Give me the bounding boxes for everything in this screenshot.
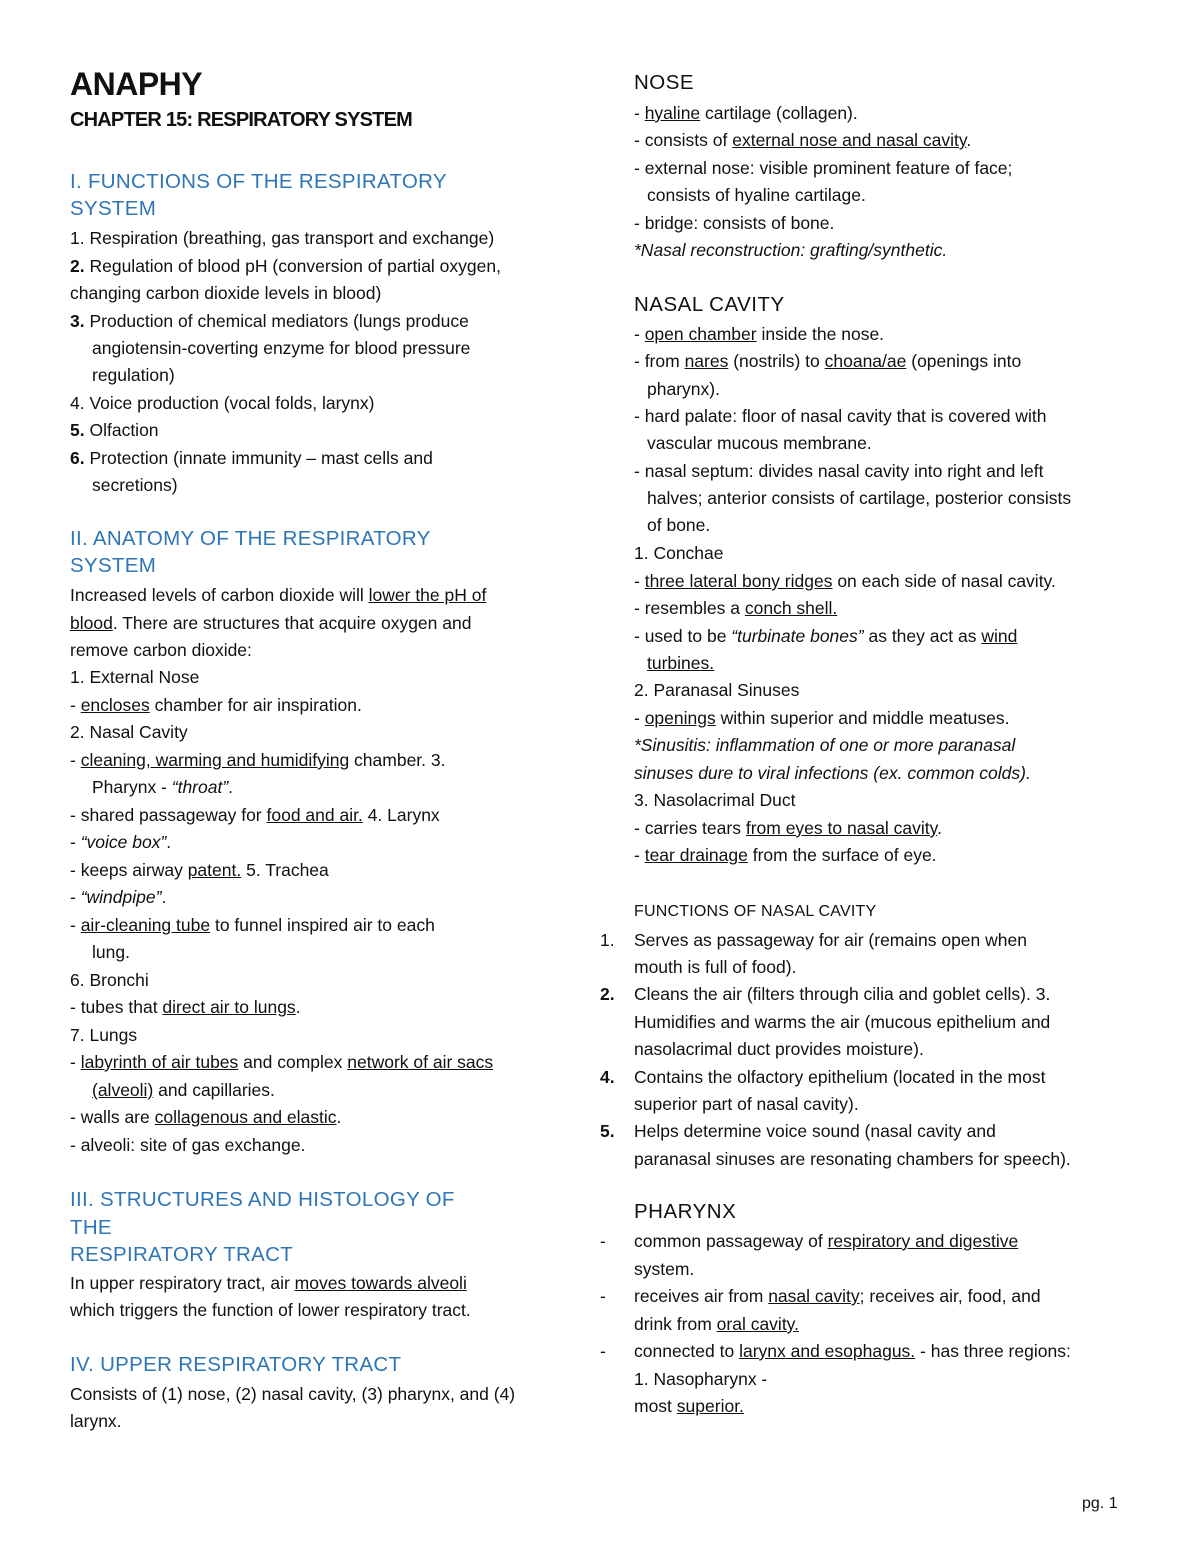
list-item: mouth is full of food).: [634, 957, 797, 977]
list-item: nasolacrimal duct provides moisture).: [634, 1039, 924, 1059]
list-item: secretions): [92, 475, 178, 495]
list-item: regulation): [92, 365, 175, 385]
list-item: - shared passageway for food and air. 4. Larynx: [70, 805, 440, 825]
list-item: - encloses chamber for air inspiration.: [70, 695, 362, 715]
list-item: - alveoli: site of gas exchange.: [70, 1135, 306, 1155]
section-heading: THE: [70, 1216, 112, 1239]
list-item: - resembles a conch shell.: [634, 598, 838, 618]
paragraph: larynx.: [70, 1411, 122, 1431]
paragraph: remove carbon dioxide:: [70, 640, 252, 660]
list-item: - carries tears from eyes to nasal cavity.: [634, 818, 942, 838]
section-heading: I. FUNCTIONS OF THE RESPIRATORY: [70, 170, 447, 193]
list-item: - three lateral bony ridges on each side of nasal cavity.: [634, 571, 1056, 591]
list-item: pharynx).: [647, 379, 720, 399]
list-item: - from nares (nostrils) to choana/ae (openings into: [634, 351, 1022, 371]
list-item: 4. Contains the olfactory epithelium (located in the most: [600, 1067, 1046, 1087]
list-item: superior part of nasal cavity).: [634, 1094, 859, 1114]
list-item: 5. Helps determine voice sound (nasal cavity and: [600, 1121, 996, 1141]
list-item: - keeps airway patent. 5. Trachea: [70, 860, 329, 880]
list-item: halves; anterior consists of cartilage, posterior consists: [647, 488, 1072, 508]
list-item: - tubes that direct air to lungs.: [70, 997, 301, 1017]
list-item: Pharynx - “throat”.: [92, 777, 234, 797]
section-heading: SYSTEM: [70, 197, 157, 220]
list-item: - walls are collagenous and elastic.: [70, 1107, 342, 1127]
section-heading: IV. UPPER RESPIRATORY TRACT: [70, 1353, 402, 1376]
chapter-title: CHAPTER 15: RESPIRATORY SYSTEM: [70, 109, 412, 131]
list-item: - tear drainage from the surface of eye.: [634, 845, 937, 865]
note: sinuses dure to viral infections (ex. common colds).: [634, 763, 1031, 783]
document-title: ANAPHY: [70, 66, 203, 102]
list-item: - cleaning, warming and humidifying chamber. 3.: [70, 750, 446, 770]
section-heading: NASAL CAVITY: [634, 293, 785, 316]
section-heading: II. ANATOMY OF THE RESPIRATORY: [70, 527, 431, 550]
list-item: - bridge: consists of bone.: [634, 213, 835, 233]
list-item: 1. Conchae: [634, 543, 724, 563]
section-heading: NOSE: [634, 71, 695, 94]
list-item: Humidifies and warms the air (mucous epithelium and: [634, 1012, 1051, 1032]
list-item: 6. Bronchi: [70, 970, 149, 990]
list-item: most superior.: [634, 1396, 744, 1416]
list-item: 3. Nasolacrimal Duct: [634, 790, 796, 810]
list-item: paranasal sinuses are resonating chambers for speech).: [634, 1149, 1071, 1169]
list-item: angiotensin-coverting enzyme for blood pressure: [92, 338, 471, 358]
list-item: - “voice box”.: [70, 832, 172, 852]
list-item: - “windpipe”.: [70, 887, 167, 907]
list-item: 4. Voice production (vocal folds, larynx): [70, 393, 375, 413]
list-item: 2. Cleans the air (filters through cilia and goblet cells). 3.: [600, 984, 1051, 1004]
list-item: - external nose: visible prominent feature of face;: [634, 158, 1013, 178]
list-item: of bone.: [647, 515, 711, 535]
list-item: - open chamber inside the nose.: [634, 324, 885, 344]
list-item: - used to be “turbinate bones” as they act as wind: [634, 626, 1018, 646]
section-heading: RESPIRATORY TRACT: [70, 1243, 294, 1266]
list-item: - connected to larynx and esophagus. - has three regions:: [600, 1341, 1071, 1361]
list-item: changing carbon dioxide levels in blood): [70, 283, 382, 303]
section-heading: FUNCTIONS OF NASAL CAVITY: [634, 903, 877, 920]
paragraph: blood. There are structures that acquire oxygen and: [70, 613, 472, 633]
list-item: turbines.: [647, 653, 715, 673]
list-item: - hard palate: floor of nasal cavity that is covered with: [634, 406, 1047, 426]
section-heading: III. STRUCTURES AND HISTOLOGY OF: [70, 1188, 455, 1211]
note: *Sinusitis: inflammation of one or more paranasal: [634, 735, 1016, 755]
list-item: lung.: [92, 942, 130, 962]
list-item: 2. Nasal Cavity: [70, 722, 188, 742]
list-item: - openings within superior and middle meatuses.: [634, 708, 1010, 728]
paragraph: Consists of (1) nose, (2) nasal cavity, (3) pharynx, and (4): [70, 1384, 516, 1404]
list-item: 6. Protection (innate immunity – mast cells and: [70, 448, 433, 468]
note: *Nasal reconstruction: grafting/synthetic.: [634, 240, 948, 260]
list-item: (alveoli) and capillaries.: [92, 1080, 275, 1100]
list-item: 5. Olfaction: [70, 420, 159, 440]
paragraph: Increased levels of carbon dioxide will lower the pH of: [70, 585, 487, 605]
list-item: 7. Lungs: [70, 1025, 138, 1045]
paragraph: which triggers the function of lower respiratory tract.: [70, 1300, 471, 1320]
list-item: 1. Serves as passageway for air (remains open when: [600, 930, 1027, 950]
list-item: - receives air from nasal cavity; receives air, food, and: [600, 1286, 1041, 1306]
list-item: 3. Production of chemical mediators (lungs produce: [70, 311, 469, 331]
list-item: 1. Nasopharynx -: [634, 1369, 768, 1389]
list-item: 1. Respiration (breathing, gas transport and exchange): [70, 228, 495, 248]
list-item: 1. External Nose: [70, 667, 200, 687]
list-item: - common passageway of respiratory and digestive: [600, 1231, 1019, 1251]
section-heading: PHARYNX: [634, 1200, 737, 1223]
list-item: drink from oral cavity.: [634, 1314, 799, 1334]
section-heading: SYSTEM: [70, 554, 157, 577]
list-item: consists of hyaline cartilage.: [647, 185, 866, 205]
list-item: - hyaline cartilage (collagen).: [634, 103, 858, 123]
list-item: - consists of external nose and nasal cavity.: [634, 130, 972, 150]
list-item: 2. Paranasal Sinuses: [634, 680, 800, 700]
page-number: pg. 1: [1082, 1495, 1118, 1512]
list-item: - nasal septum: divides nasal cavity into right and left: [634, 461, 1044, 481]
list-item: system.: [634, 1259, 695, 1279]
paragraph: In upper respiratory tract, air moves towards alveoli: [70, 1273, 467, 1293]
list-item: 2. Regulation of blood pH (conversion of partial oxygen,: [70, 256, 501, 276]
list-item: - air-cleaning tube to funnel inspired air to each: [70, 915, 435, 935]
list-item: - labyrinth of air tubes and complex network of air sacs: [70, 1052, 494, 1072]
list-item: vascular mucous membrane.: [647, 433, 872, 453]
